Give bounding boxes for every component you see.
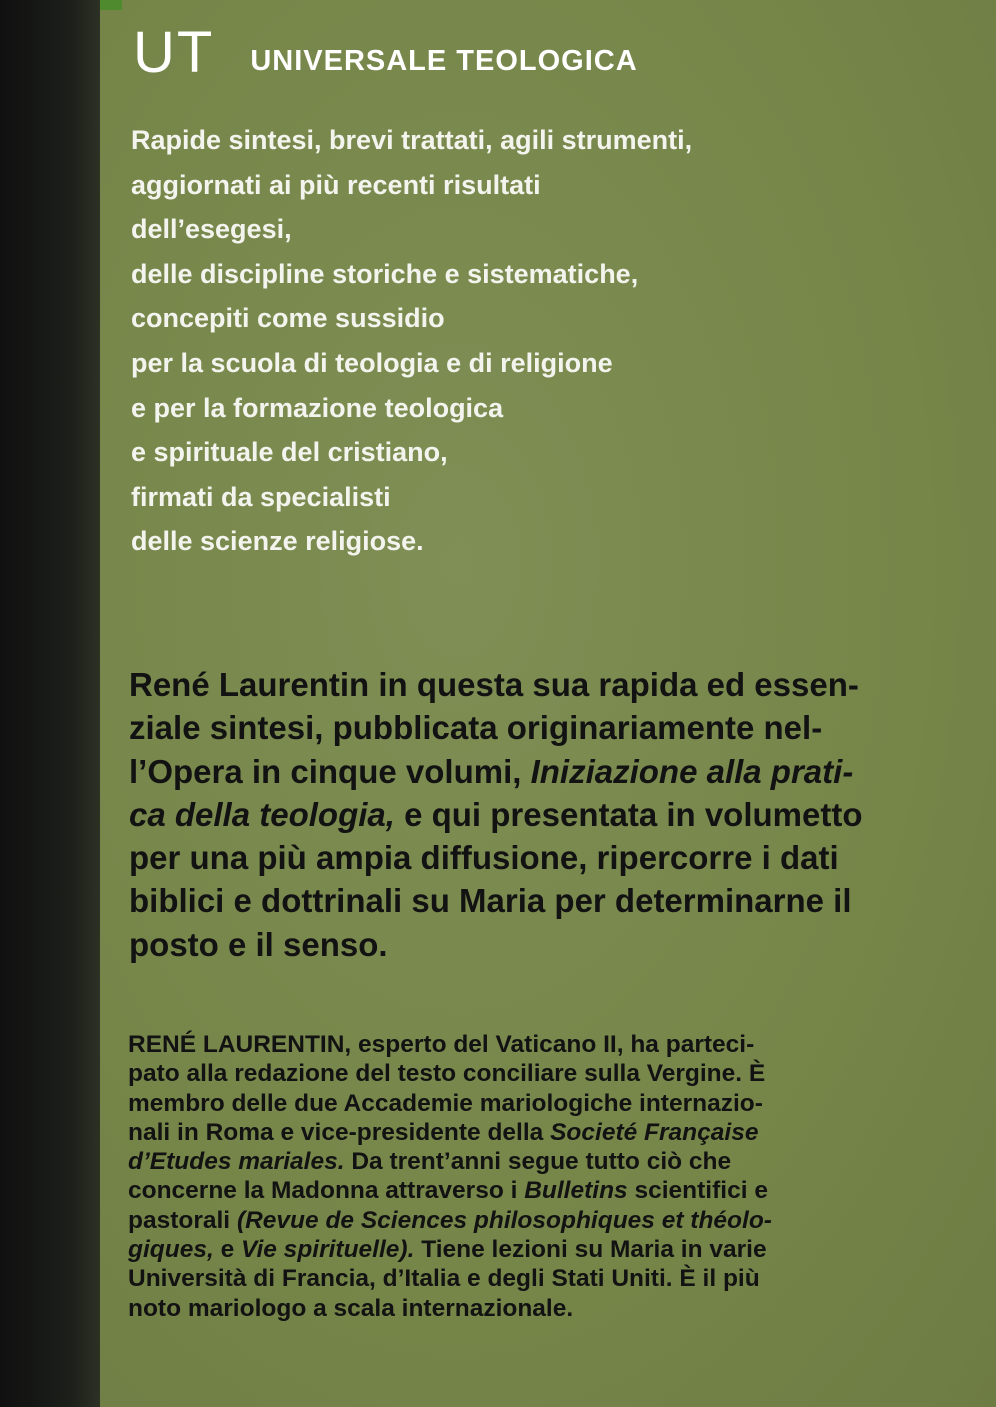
series-description-line: firmati da specialisti <box>131 481 391 512</box>
corner-accent <box>100 0 122 10</box>
bio-text: scientifici e <box>627 1177 768 1205</box>
summary-line: biblici e dottrinali su Maria per determinarne il <box>129 882 852 920</box>
series-description-line: e spirituale del cristiano, <box>131 437 448 468</box>
bio-line <box>128 1176 958 1205</box>
series-description <box>131 118 692 564</box>
summary-line: René Laurentin in questa sua rapida ed essen- <box>129 666 859 703</box>
bio-line: RENÉ LAURENTIN, esperto del Vaticano II, ha parteci- <box>128 1031 755 1058</box>
series-description-line: e per la formazione teologica <box>131 392 504 423</box>
bio-text: e <box>213 1236 242 1264</box>
bio-text: concerne la Madonna attraverso i <box>128 1177 525 1205</box>
bio-text: Da trent’anni segue tutto ciò che <box>344 1148 732 1176</box>
book-spine-edge <box>0 0 100 1407</box>
series-description-line: concepiti come sussidio <box>131 303 445 334</box>
series-description-line: delle scienze religiose. <box>131 526 424 557</box>
author-bio <box>128 1030 958 1323</box>
bio-line: Università di Francia, d’Italia e degli Stati Uniti. È il più <box>128 1265 760 1293</box>
bio-line <box>128 1147 958 1176</box>
summary-text: l’Opera in cinque volumi, <box>129 752 531 790</box>
series-description-line: delle discipline storiche e sistematiche, <box>131 258 639 289</box>
bio-text: pastorali <box>128 1206 237 1234</box>
bio-line: membro delle due Accademie mariologiche internazio- <box>128 1089 763 1117</box>
society-name: Societé Française <box>550 1118 759 1146</box>
series-header <box>133 20 638 85</box>
bio-line: pato alla redazione del testo conciliare sulla Vergine. È <box>128 1060 766 1088</box>
publication-title: Bulletins <box>524 1177 628 1205</box>
bio-text: nali in Roma e vice-presidente della <box>128 1118 551 1146</box>
publication-title: Vie spirituelle). <box>241 1236 415 1264</box>
publication-title: giques, <box>128 1236 214 1264</box>
bio-text: Tiene lezioni su Maria in varie <box>414 1236 767 1264</box>
summary-line <box>129 793 949 836</box>
series-description-line: Rapide sintesi, brevi trattati, agili strumenti, <box>131 125 693 155</box>
series-title: UNIVERSALE TEOLOGICA <box>250 45 638 77</box>
summary-line: per una più ampia diffusione, ripercorre i dati <box>129 839 839 877</box>
series-description-line: aggiornati ai più recenti risultati <box>131 169 541 200</box>
summary-line: ziale sintesi, pubblicata originariamente nel- <box>129 709 823 747</box>
bio-line <box>128 1118 958 1147</box>
series-logo: UT <box>133 20 215 85</box>
publication-title: (Revue de Sciences philosophiques et théolo- <box>236 1206 772 1234</box>
bio-line <box>128 1206 958 1235</box>
society-name: d’Etudes mariales. <box>128 1148 345 1176</box>
series-description-line: per la scuola di teologia e di religione <box>131 347 613 378</box>
bio-line: noto mariologo a scala internazionale. <box>128 1294 574 1322</box>
work-title: ca della teologia, <box>129 795 395 833</box>
work-title: Iniziazione alla prati- <box>530 752 854 790</box>
series-description-line: dell’esegesi, <box>131 214 292 245</box>
book-summary <box>129 663 949 966</box>
summary-line <box>129 750 949 793</box>
summary-text: e qui presentata in volumetto <box>394 795 863 833</box>
bio-line <box>128 1235 958 1264</box>
summary-line: posto e il senso. <box>129 925 388 963</box>
